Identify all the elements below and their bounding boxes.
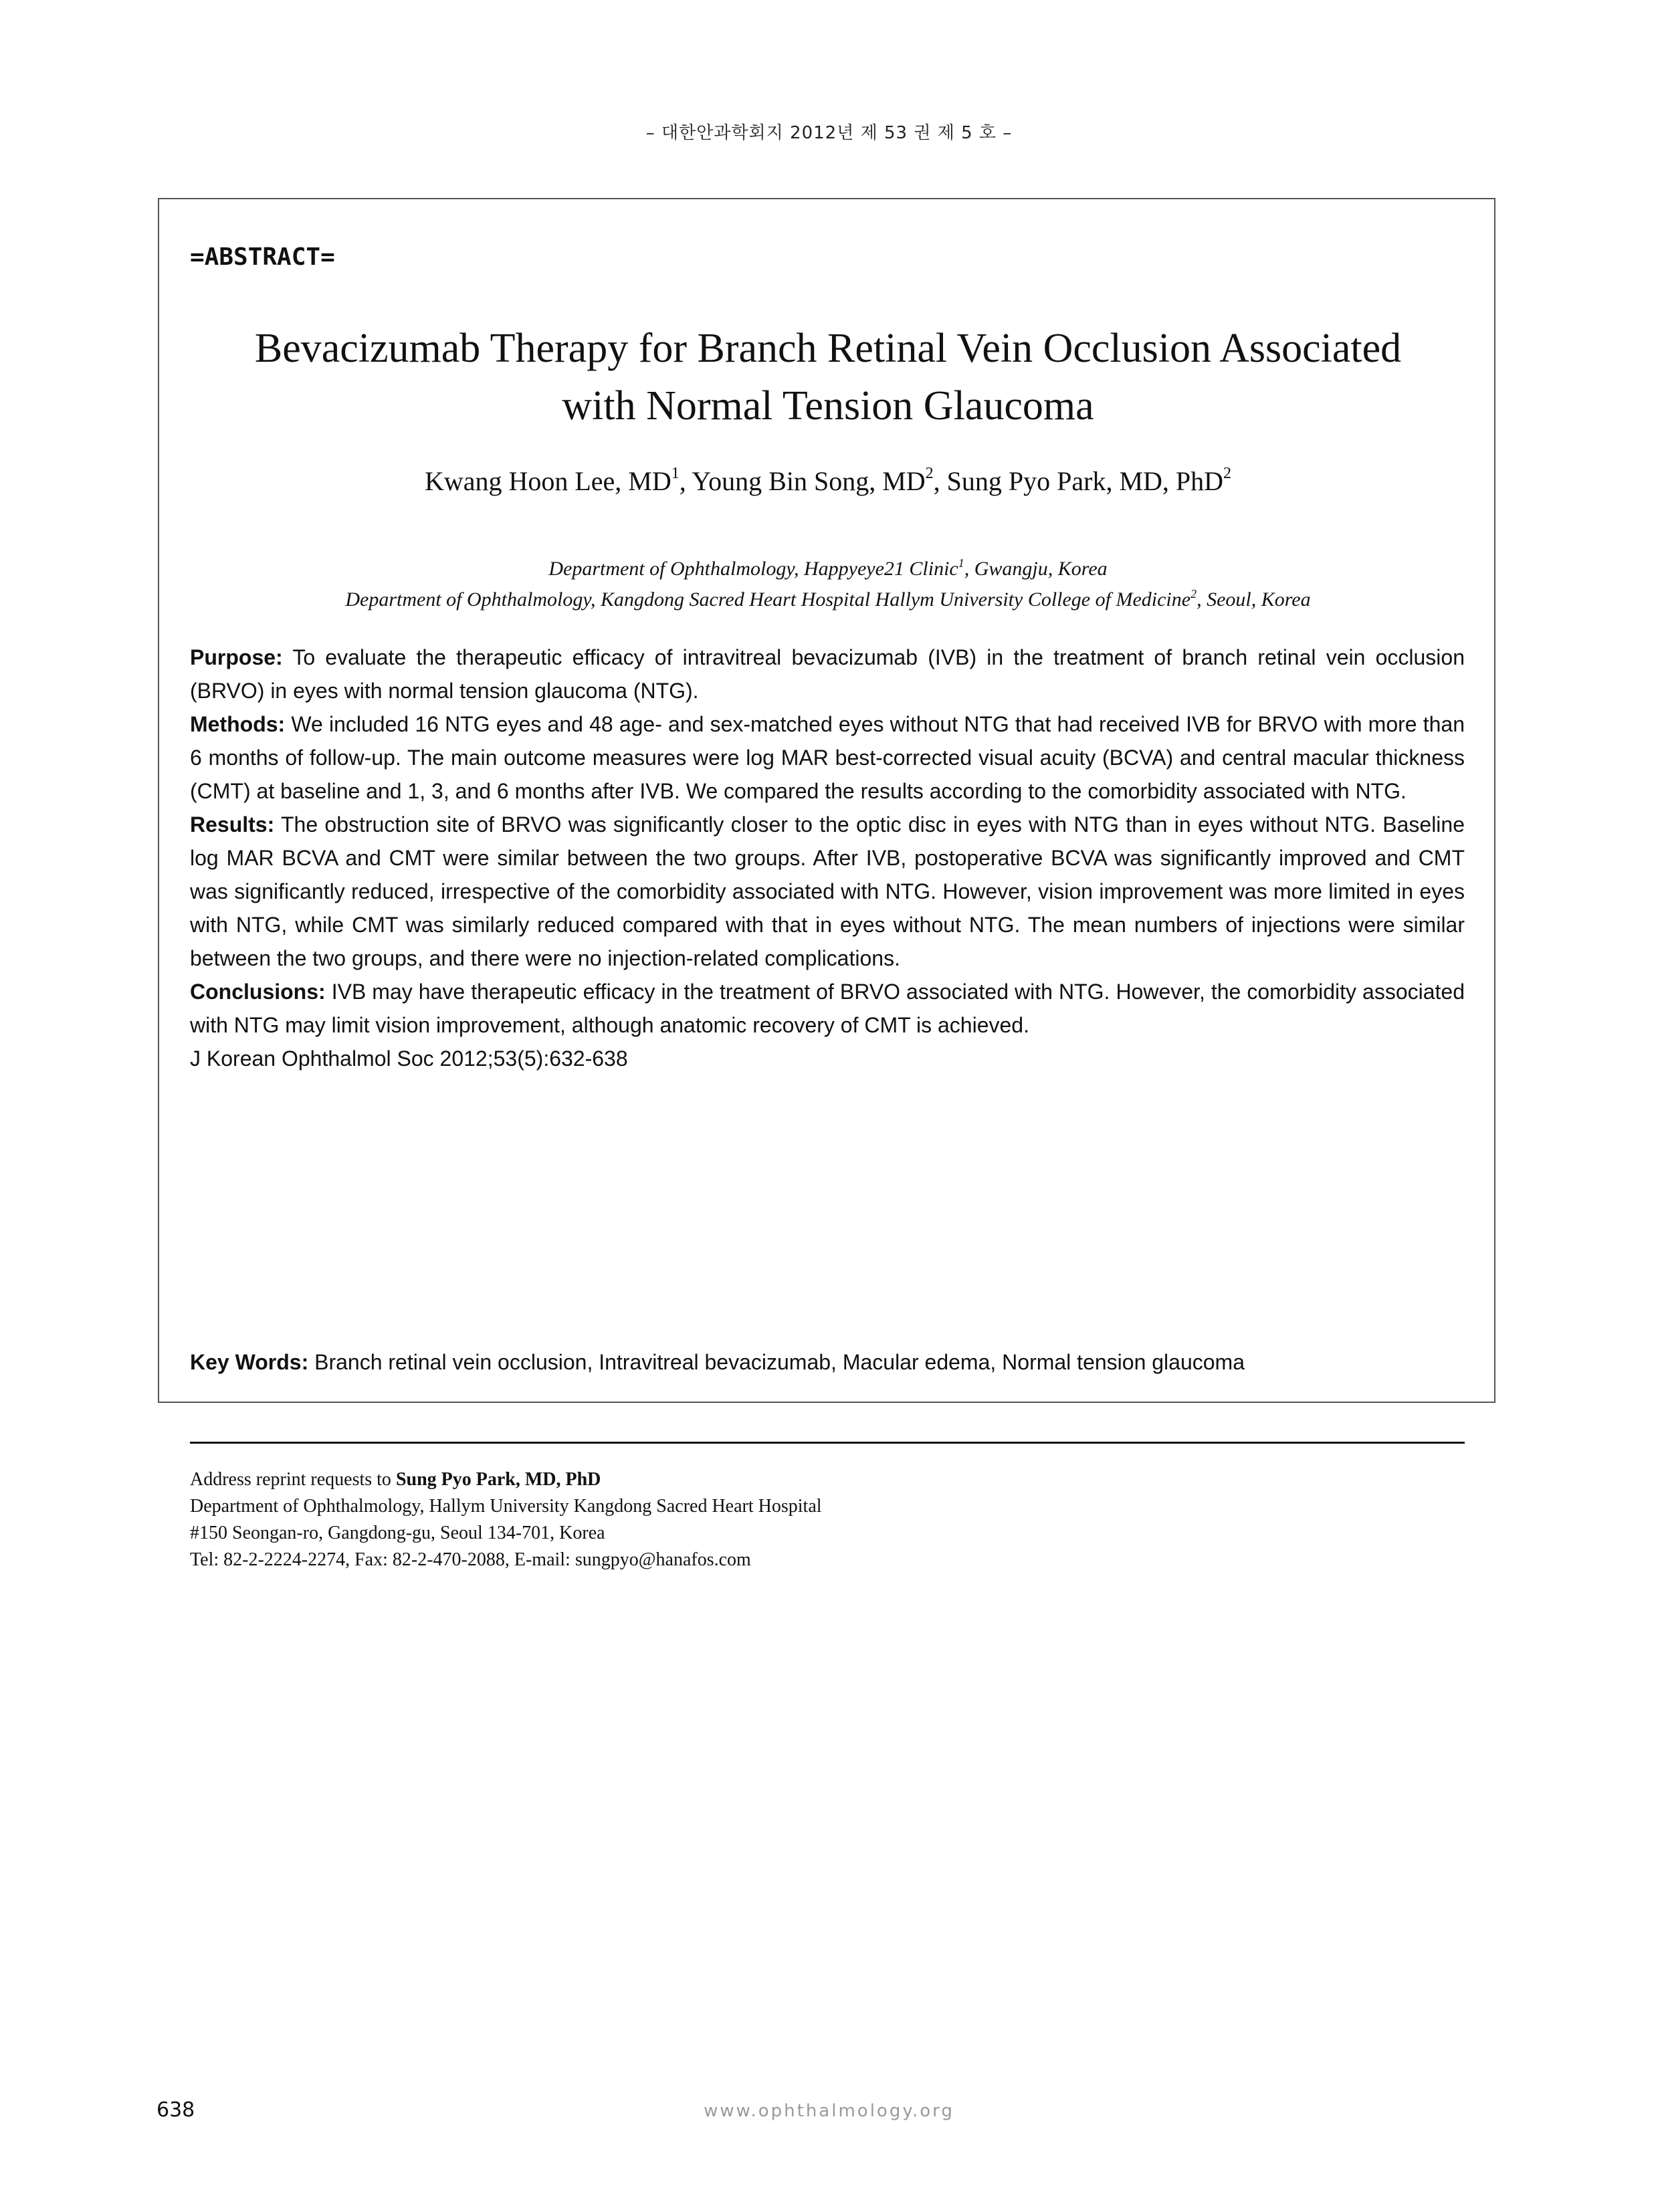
correspondence-address: #150 Seongan-ro, Gangdong-gu, Seoul 134-701, Korea bbox=[190, 1523, 605, 1543]
correspondence-name: Sung Pyo Park, MD, PhD bbox=[395, 1469, 601, 1490]
affiliation-mark: 1 bbox=[958, 556, 964, 570]
affiliation-location: , Gwangju, Korea bbox=[964, 558, 1108, 580]
section-text: To evaluate the therapeutic efficacy of intravitreal bevacizumab (IVB) in the treatment of branch retinal vein occlusion (BRVO) in eyes with normal tension glaucoma (NTG). bbox=[190, 645, 1465, 703]
correspondence bbox=[190, 1466, 1465, 1573]
affiliation-list bbox=[159, 554, 1497, 615]
divider-rule bbox=[190, 1442, 1465, 1444]
keywords-text: Branch retinal vein occlusion, Intravitreal bevacizumab, Macular edema, Normal tension glaucoma bbox=[314, 1350, 1245, 1374]
section-label: Conclusions: bbox=[190, 980, 326, 1004]
title-line-2: with Normal Tension Glaucoma bbox=[562, 383, 1094, 429]
correspondence-line bbox=[190, 1466, 1465, 1493]
abstract-body bbox=[190, 641, 1465, 1075]
author-affiliation-mark: 2 bbox=[1223, 465, 1232, 482]
running-head: – 대한안과학회지 2012년 제 53 권 제 5 호 – bbox=[645, 123, 1013, 143]
section-label: Methods: bbox=[190, 712, 286, 736]
abstract-results bbox=[190, 808, 1465, 975]
author-name: Young Bin Song, MD bbox=[692, 466, 926, 496]
correspondence-intro: Address reprint requests to bbox=[190, 1469, 396, 1490]
affiliation-location: , Seoul, Korea bbox=[1197, 588, 1311, 611]
abstract-methods bbox=[190, 707, 1465, 808]
journal-url: www.ophthalmology.org bbox=[704, 2101, 954, 2121]
keywords bbox=[190, 1345, 1465, 1379]
abstract-purpose bbox=[190, 641, 1465, 707]
journal-citation: J Korean Ophthalmol Soc 2012;53(5):632-638 bbox=[190, 1046, 628, 1071]
correspondence-dept: Department of Ophthalmology, Hallym University Kangdong Sacred Heart Hospital bbox=[190, 1496, 822, 1517]
abstract-box bbox=[158, 198, 1495, 1570]
section-label: Results: bbox=[190, 812, 275, 837]
section-text: We included 16 NTG eyes and 48 age- and sex-matched eyes without NTG that had received IVB for BRVO with more than 6 months of follow-up. The main outcome measures were log MAR best-corrected visual acuity (BCVA) and central macular thickness (CMT) at baseline and 1, 3, and 6 months after IVB. We compared the results according to the comorbidity associated with NTG. bbox=[190, 712, 1465, 803]
page-number: 638 bbox=[157, 2098, 195, 2122]
correspondence-contact: Tel: 82-2-2224-2274, Fax: 82-2-470-2088, E-mail: sungpyo@hanafos.com bbox=[190, 1549, 751, 1570]
section-text: The obstruction site of BRVO was significantly closer to the optic disc in eyes with NTG than in eyes without NTG. Baseline log MAR BCVA and CMT were similar between the two groups. After IVB, postoperative BCVA was significantly improved and CMT was significantly reduced, irrespective of the comorbidity associated with NTG. However, vision improvement was more limited in eyes with NTG, while CMT was similarly reduced compared with that in eyes without NTG. The mean numbers of injections were similar between the two groups, and there were no injection-related complications. bbox=[190, 812, 1465, 970]
abstract-label: =ABSTRACT= bbox=[190, 243, 335, 271]
affiliation-mark: 2 bbox=[1190, 587, 1197, 600]
affiliation-text: Department of Ophthalmology, Happyeye21 Clinic bbox=[548, 558, 958, 580]
author-affiliation-mark: 2 bbox=[925, 465, 934, 482]
affiliation-line bbox=[159, 554, 1497, 584]
author-list: Kwang Hoon Lee, $MD^1$, Young Bin Song, $MD^2$, Sung Pyo Park, MD, PhD$^2$ bbox=[424, 465, 1232, 496]
affiliation-text: Department of Ophthalmology, Kangdong Sacred Heart Hospital Hallym University College of Medicine bbox=[345, 588, 1191, 611]
affiliation-line bbox=[159, 584, 1497, 615]
author-name: Kwang Hoon Lee, MD bbox=[424, 466, 671, 496]
section-label: Purpose: bbox=[190, 645, 283, 669]
abstract-conclusions bbox=[190, 975, 1465, 1042]
author-affiliation-mark: 1 bbox=[671, 465, 680, 482]
author-name: Sung Pyo Park, MD, PhD bbox=[946, 466, 1224, 496]
title-line-1: Bevacizumab Therapy for Branch Retinal Vein Occlusion Associated bbox=[254, 326, 1402, 371]
keywords-label: Key Words: bbox=[190, 1350, 309, 1374]
article-title bbox=[159, 320, 1497, 435]
section-text: IVB may have therapeutic efficacy in the treatment of BRVO associated with NTG. However, the comorbidity associated with NTG may limit vision improvement, although anatomic recovery of CMT is achieved. bbox=[190, 980, 1465, 1037]
